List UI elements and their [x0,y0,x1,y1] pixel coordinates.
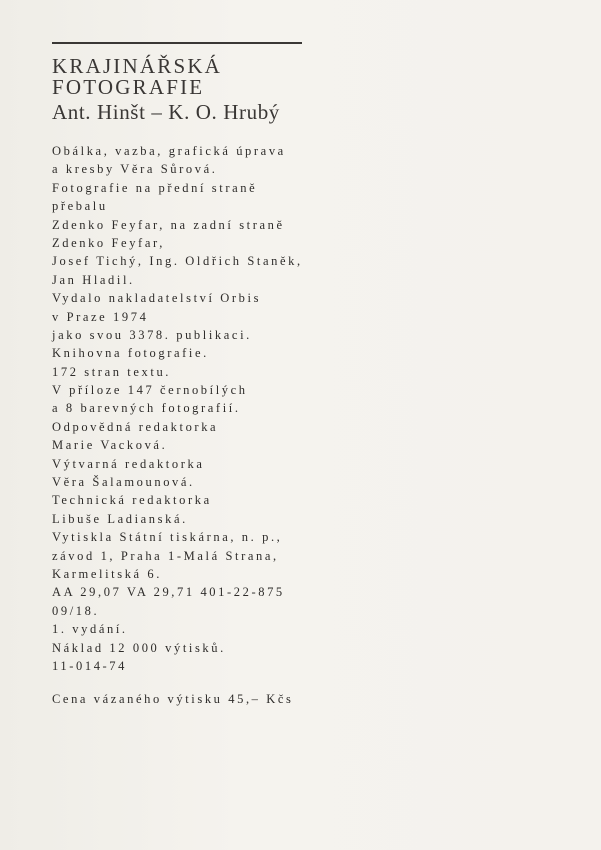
imprint-line: Vytiskla Státní tiskárna, n. p., [52,530,283,545]
imprint-line: a kresby Věra Sůrová. [52,162,218,177]
imprint-line: Marie Vacková. [52,438,168,453]
imprint-line: Libuše Ladianská. [52,511,188,526]
book-title [52,56,222,98]
imprint-line: a 8 barevných fotografií. [52,401,241,416]
imprint-line: 1. vydání. [52,622,128,637]
imprint-line: Knihovna fotografie. [52,346,209,361]
imprint-line: v Praze 1974 [52,309,149,324]
imprint-line: přebalu [52,199,108,214]
imprint-line: Odpovědná redaktorka [52,419,219,434]
imprint-line: Věra Šalamounová. [52,475,195,490]
imprint-line: Vydalo nakladatelství Orbis [52,291,262,306]
imprint-line: závod 1, Praha 1-Malá Strana, [52,548,279,563]
imprint-line: jako svou 3378. publikaci. [52,327,252,342]
imprint-line: 172 stran textu. [52,364,172,379]
imprint-line: Zdenko Feyfar, na zadní straně [52,217,285,232]
imprint-line: Karmelitská 6. [52,566,162,581]
title-line: KRAJINÁŘSKÁ [52,54,223,78]
book-authors: Ant. Hinšt – K. O. Hrubý [52,100,280,124]
imprint-line: Josef Tichý, Ing. Oldřich Staněk, [52,254,303,269]
imprint-line: Technická redaktorka [52,493,212,508]
imprint-line: Jan Hladil. [52,272,135,287]
imprint-line: Náklad 12 000 výtisků. [52,640,226,655]
imprint-line: V příloze 147 černobílých [52,383,248,398]
imprint-line: AA 29,07 VA 29,71 401-22-875 [52,585,285,600]
imprint-line: 09/18. [52,603,100,618]
imprint-line: Výtvarná redaktorka [52,456,205,471]
title-line: FOTOGRAFIE [52,75,205,99]
price-line: Cena vázaného výtisku 45,– Kčs [52,692,294,706]
imprint-line: Obálka, vazba, grafická úprava [52,144,286,158]
imprint-line: Zdenko Feyfar, [52,235,165,250]
imprint-line: 11-014-74 [52,658,128,673]
top-rule [52,42,302,44]
imprint-text [52,142,303,675]
imprint-line: Fotografie na přední straně [52,180,258,195]
